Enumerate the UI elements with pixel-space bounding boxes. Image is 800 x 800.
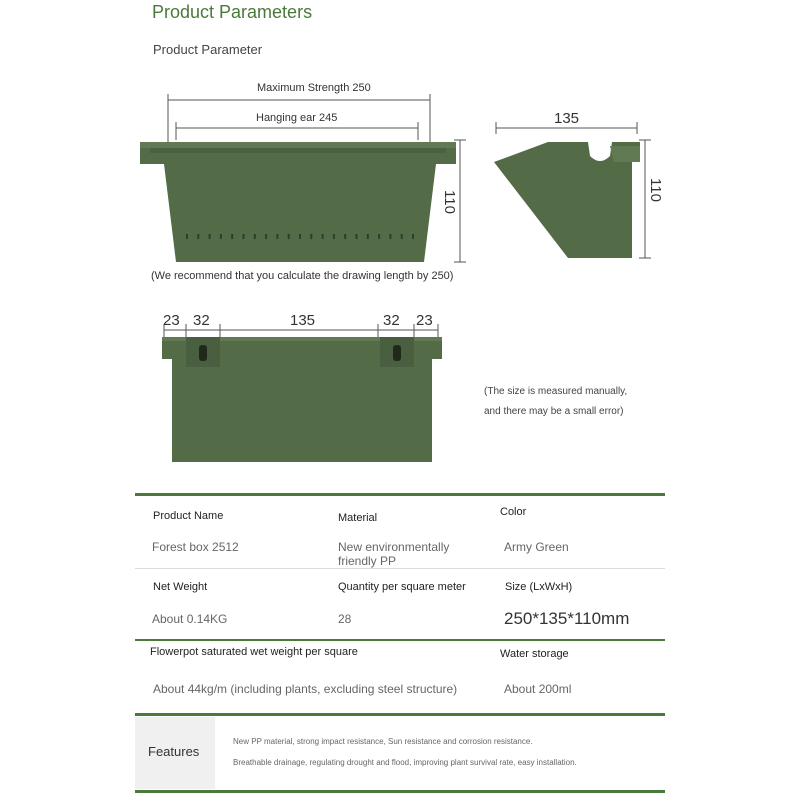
drainage-hole <box>333 234 335 239</box>
side-view-pot <box>494 142 640 258</box>
value-water-storage: About 200ml <box>504 682 572 696</box>
section-subtitle: Product Parameter <box>153 42 263 57</box>
drainage-hole <box>322 234 324 239</box>
value-size: 250*135*110mm <box>504 609 630 628</box>
value-material: New environmentally friendly PP <box>338 540 450 568</box>
drainage-hole <box>389 234 391 239</box>
value-product-name: Forest box 2512 <box>152 540 239 554</box>
drainage-hole <box>310 234 312 239</box>
drainage-hole <box>356 234 358 239</box>
hanging-ear-left <box>186 337 220 367</box>
drainage-hole <box>288 234 290 239</box>
header-wet-weight: Flowerpot saturated wet weight per square <box>150 646 358 658</box>
max-strength-label: Maximum Strength 250 <box>257 82 371 94</box>
side-height-label: 110 <box>647 178 664 202</box>
drainage-hole <box>299 234 301 239</box>
back-dim-135: 135 <box>290 312 316 329</box>
header-water-storage: Water storage <box>500 648 569 660</box>
back-dim-32-right: 32 <box>383 312 400 329</box>
row-divider-1 <box>135 568 665 569</box>
drainage-hole <box>344 234 346 239</box>
front-view-pot <box>140 142 456 262</box>
back-dim-32-left: 32 <box>193 312 210 329</box>
features-line-2: Breathable drainage, regulating drought and flood, improving plant survival rate, easy installation. <box>233 758 577 767</box>
features-top-rule <box>135 713 665 716</box>
drainage-holes <box>186 234 414 239</box>
front-height-label: 110 <box>441 190 458 214</box>
value-wet-weight: About 44kg/m (including plants, excluding steel structure) <box>153 682 458 696</box>
drainage-hole <box>254 234 256 239</box>
features-label: Features <box>148 744 200 759</box>
header-color: Color <box>500 506 527 518</box>
drainage-hole <box>367 234 369 239</box>
back-dim-23-right: 23 <box>416 312 433 329</box>
side-width-label: 135 <box>554 110 580 127</box>
drainage-hole <box>401 234 403 239</box>
hanging-ear-right <box>380 337 414 367</box>
measure-note-line2: and there may be a small error) <box>484 406 624 417</box>
header-net-weight: Net Weight <box>153 581 208 593</box>
recommend-note: (We recommend that you calculate the drawing length by 250) <box>151 270 454 282</box>
drainage-hole <box>378 234 380 239</box>
drainage-hole <box>186 234 188 239</box>
header-material: Material <box>338 512 378 524</box>
header-product-name: Product Name <box>153 510 224 522</box>
back-dim-23-left: 23 <box>163 312 180 329</box>
header-size: Size (LxWxH) <box>505 581 573 593</box>
measure-note-line1: (The size is measured manually, <box>484 386 628 397</box>
features-line-1: New PP material, strong impact resistance, Sun resistance and corrosion resistance. <box>233 737 533 746</box>
drainage-hole <box>231 234 233 239</box>
table-bottom-rule <box>135 790 665 793</box>
value-quantity: 28 <box>338 612 352 626</box>
drainage-hole <box>197 234 199 239</box>
page-title: Product Parameters <box>152 2 313 22</box>
drainage-hole <box>412 234 414 239</box>
back-view-pot <box>162 337 442 462</box>
header-quantity: Quantity per square meter <box>338 581 466 593</box>
drainage-hole <box>276 234 278 239</box>
value-color: Army Green <box>504 540 569 554</box>
value-net-weight: About 0.14KG <box>152 612 228 626</box>
drainage-hole <box>265 234 267 239</box>
table-top-rule <box>135 493 665 496</box>
drainage-hole <box>220 234 222 239</box>
table-mid-rule <box>135 639 665 641</box>
hanging-ear-label: Hanging ear 245 <box>256 112 338 124</box>
drainage-hole <box>243 234 245 239</box>
drainage-hole <box>209 234 211 239</box>
hanging-ear-dimension <box>176 122 418 140</box>
